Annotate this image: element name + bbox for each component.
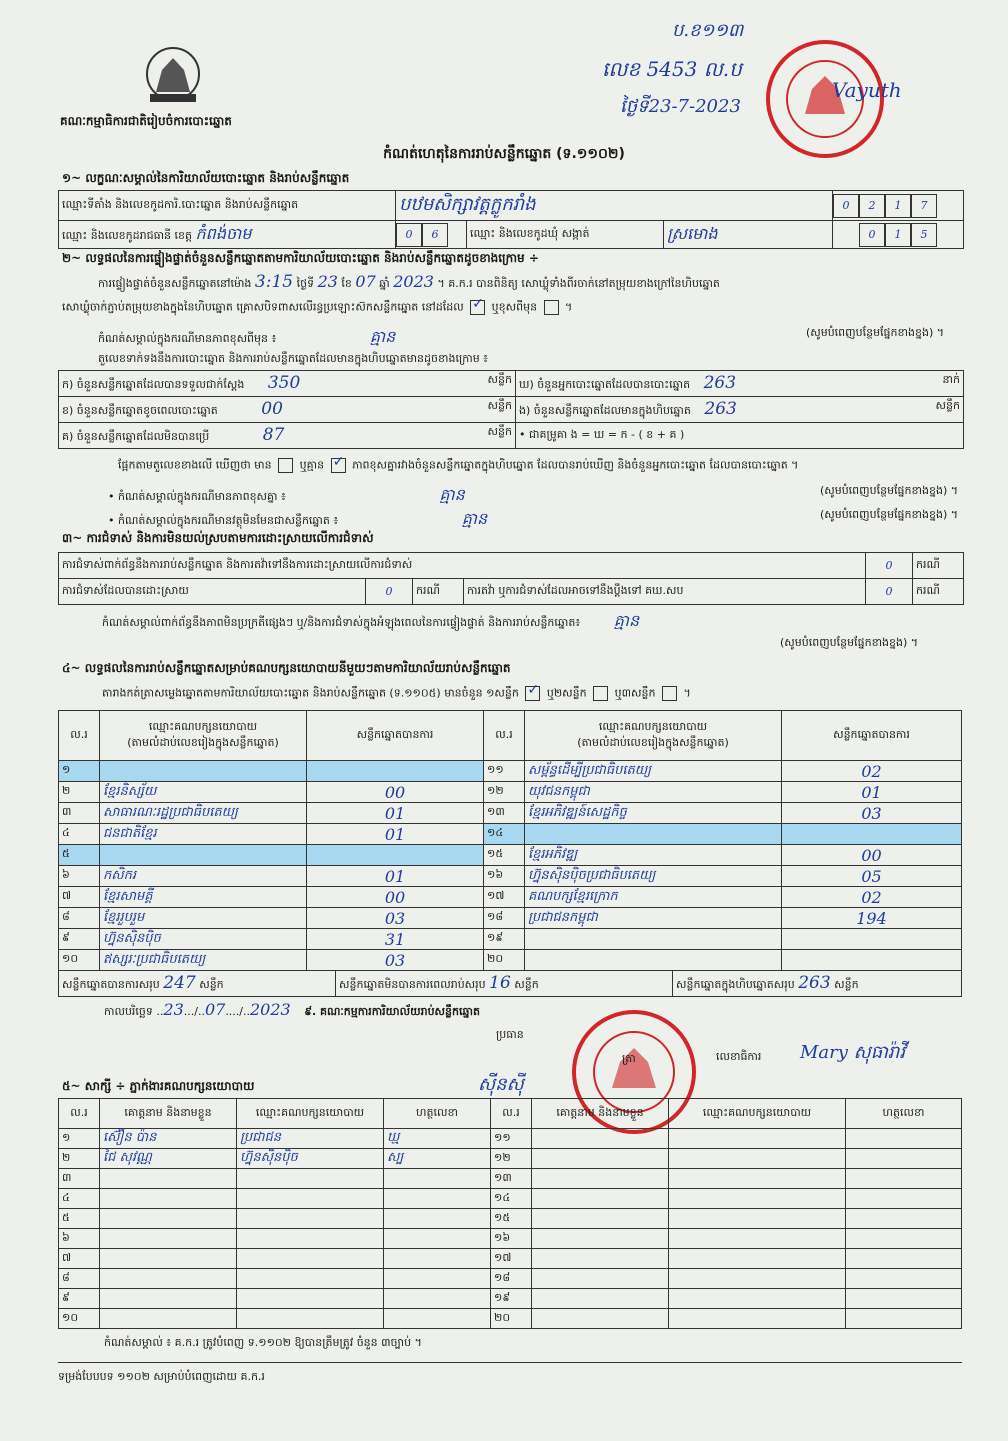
witness-name: [532, 1309, 669, 1329]
report-title: កំណត់ហេតុនៃការរាប់សន្លឹកឆ្នោត (ទ.១១០២): [383, 146, 625, 162]
results-row: [59, 908, 962, 929]
witness-table: ល.រ គោត្តនាម និងនាមខ្លួន ឈ្មោះគណបក្សនយោបាយ ហត្ថលេខា ល.រ គោត្តនាម និងនាមខ្លួន ឈ្មោះគណបក្សនយោបាយ ហត្ថលេខា ១ ស៊ឿន ប៉ាន ប្រជាជន ឃ្ម ១១ ២ ជៃ សុវណ្ណ ហ្វ៊ុនស៊ិនប៉ិច ស្ប ១២ ៣ ១៣ ៤ ១៤ ៥ ១៥ ៦ ១៦ ៧ ១៧ ៨ ១៨ ៩ ១៩ ១០ ២០: [58, 1098, 962, 1329]
witness-no: ១៨: [491, 1269, 532, 1289]
has-difference-checkbox[interactable]: [278, 458, 293, 473]
section1-table: [58, 190, 964, 249]
witness-name: [532, 1229, 669, 1249]
witness-no: ១៩: [491, 1289, 532, 1309]
party-votes: 01: [782, 782, 962, 803]
witness-party: [237, 1269, 384, 1289]
party-name: ខ្មែរនិស្ស័យ: [100, 782, 307, 803]
witness-signature: [384, 1249, 491, 1269]
party-name: ហ្វ៊ុនស៊ិនប៉ិច: [100, 929, 307, 950]
witness-signature: [846, 1209, 962, 1229]
resolved-value: 0: [366, 579, 413, 605]
received-ballots: ក) ចំនួនសន្លឹកឆ្នោតដែលបានទទួលជាក់ស្តែង 350 សន្លឹក: [59, 371, 516, 397]
witness-signature: [846, 1229, 962, 1249]
secretary-signature: Mary សុធារ៉ាវី: [800, 1042, 906, 1063]
commune-value: ស្រមោង: [664, 221, 833, 249]
results-row: [59, 845, 962, 866]
party-no: ១៥: [484, 845, 525, 866]
witness-row: [59, 1189, 962, 1209]
party-no: ១: [59, 761, 100, 782]
section5-heading: ៥~ សាក្សី ÷ ភ្នាក់ងារគណបក្សនយោបាយ: [62, 1079, 255, 1093]
resolved-label: ការជំទាស់ដែលបានដោះស្រាយ: [59, 579, 366, 605]
witness-no: ១៦: [491, 1229, 532, 1249]
witness-signature: [384, 1189, 491, 1209]
party-votes: 00: [307, 782, 484, 803]
party-no: ៧: [59, 887, 100, 908]
total-in-box: សន្លឹកឆ្នោតក្នុងហិបឆ្នោតសរុប 263 សន្លឹក: [673, 971, 962, 997]
complaints-row: ការជំទាស់ពាក់ព័ន្ធនឹងការរាប់សន្លឹកឆ្នោត និងការតវ៉ាទៅនឹងការដោះស្រាយលើការជំទាស់: [59, 553, 866, 579]
party-name: [525, 950, 782, 971]
province-code: 0 6: [396, 221, 467, 249]
unchanged-checkbox[interactable]: ✓: [470, 300, 485, 315]
witness-row: [59, 1309, 962, 1329]
party-no: ២: [59, 782, 100, 803]
witness-signature: [384, 1229, 491, 1249]
results-row: [59, 887, 962, 908]
voters-count: ឃ) ចំនួនអ្នកបោះឆ្នោតដែលបានបោះឆ្នោត 263 នាក់: [516, 371, 964, 397]
date-line: កាលបរិច្ឆេទ ..23.../..07..../..2023 ៩. គណៈកម្មការការិយាល័យរាប់សន្លឹកឆ្នោត: [104, 1000, 480, 1019]
chair-label: ប្រធាន: [496, 1028, 524, 1041]
witness-name: [532, 1249, 669, 1269]
witness-row: [59, 1229, 962, 1249]
party-votes: 31: [307, 929, 484, 950]
party-name: ជនជាតិខ្មែរ: [100, 824, 307, 845]
witness-party: [669, 1229, 846, 1249]
party-no: ១៩: [484, 929, 525, 950]
witness-row: [59, 1289, 962, 1309]
verification-time: 3:15: [254, 272, 294, 292]
witness-row: [59, 1209, 962, 1229]
witness-name: [532, 1289, 669, 1309]
party-votes: [782, 824, 962, 845]
witness-no: ១០: [59, 1309, 100, 1329]
party-votes: 02: [782, 887, 962, 908]
witness-signature: [384, 1169, 491, 1189]
party-no: ១០: [59, 950, 100, 971]
party-no: ៥: [59, 845, 100, 866]
witness-party: [669, 1269, 846, 1289]
location-value: បឋមសិក្សាវត្តក្លូករាំង: [396, 191, 833, 221]
unused-ballots: គ) ចំនួនសន្លឹកឆ្នោតដែលមិនបានប្រើ 87 សន្លឹក: [59, 423, 516, 449]
witness-signature: [846, 1189, 962, 1209]
witness-no: ៥: [59, 1209, 100, 1229]
party-no: ១៤: [484, 824, 525, 845]
witness-name: ជៃ សុវណ្ណ: [100, 1149, 237, 1169]
party-name: កសិករ: [100, 866, 307, 887]
witness-name: [100, 1269, 237, 1289]
total-invalid: សន្លឹកឆ្នោតមិនបានការពេលរាប់សរុប 16 សន្លឹក: [336, 971, 673, 997]
figures-intro: តួលេខទាក់ទងនឹងការបោះឆ្នោត និងការរាប់សន្លឹកឆ្នោតដែលមានក្នុងហិបឆ្នោតមានដូចខាងក្រោម ៖: [98, 352, 489, 365]
witness-no: ១២: [491, 1149, 532, 1169]
witness-name: [532, 1189, 669, 1209]
party-votes: 03: [782, 803, 962, 824]
party-no: ១៦: [484, 866, 525, 887]
witness-signature: [846, 1269, 962, 1289]
witness-name: [532, 1149, 669, 1169]
witness-no: ១: [59, 1129, 100, 1149]
results-row: [59, 866, 962, 887]
section2-heading: ២~ លទ្ធផលនៃការផ្ទៀងផ្ទាត់ចំនួនសន្លឹកឆ្នោតតាមការិយាល័យបោះឆ្នោត និងរាប់សន្លឹកឆ្នោតដូចខាងក្រោម ÷: [62, 251, 539, 265]
spoiled-ballots: ខ) ចំនួនសន្លឹកឆ្នោតខូចពេលបោះឆ្នោត 00 សន្លឹក: [59, 397, 516, 423]
witness-no: ១៣: [491, 1169, 532, 1189]
witness-party: [237, 1289, 384, 1309]
party-votes: 02: [782, 761, 962, 782]
party-name: គណបក្សខ្មែរក្រោក: [525, 887, 782, 908]
witness-no: ២០: [491, 1309, 532, 1329]
secretary-label: លេខាធិការ: [716, 1050, 762, 1063]
party-votes: 03: [307, 950, 484, 971]
party-no: ៦: [59, 866, 100, 887]
irregularity-note: កំណត់សម្គាល់ពាក់ព័ន្ធនឹងភាពមិនប្រក្រតីផ្សេងៗ ឬ/និងការជំទាស់ក្នុងអំឡុងពេលនៃការផ្ទៀងផ្ទាត់ និងការរាប់សន្លឹកឆ្នោត៖ គ្មាន: [102, 611, 640, 630]
party-no: ៤: [59, 824, 100, 845]
party-votes: [307, 845, 484, 866]
witness-signature: [384, 1289, 491, 1309]
party-votes: [782, 950, 962, 971]
party-name: [525, 929, 782, 950]
seal-status-line: សោឃ្លុំចាក់ភ្ជាប់តម្រុយខាងក្នុងនៃហិបឆ្នោត គ្រោសបិទពាសលើរន្ធប្រឡោះស៊កសន្លឹកឆ្នោត នៅដដែល ✓ ឬខុសពីមុន ។: [62, 296, 573, 314]
witness-no: ២: [59, 1149, 100, 1169]
party-no: ១៧: [484, 887, 525, 908]
commune-code: 0 1 5: [833, 221, 964, 249]
witness-no: ៧: [59, 1249, 100, 1269]
seal-label: ត្រា: [622, 1052, 636, 1065]
party-no: ១១: [484, 761, 525, 782]
witness-party: [237, 1249, 384, 1269]
witness-name: [532, 1209, 669, 1229]
party-results-table: ល.រ ឈ្មោះគណបក្សនយោបាយ (តាមលំដាប់លេខរៀងក្នុងសន្លឹកឆ្នោត) សន្លឹកឆ្នោតបានការ ល.រ ឈ្មោះគណបក្សនយោបាយ (តាមលំដាប់លេខរៀងក្នុងសន្លឹកឆ្នោត) សន្លឹកឆ្នោតបានការ ១ ១១ សម្ព័ន្ធដើម្បីប្រជាធិបតេយ្យ 02 ២ ខ្មែរនិស្ស័យ 00 ១២ យុវជនកម្ពុជា 01 ៣ សាធារណៈរដ្ឋប្រជាធិបតេយ្យ 01 ១៣ ខ្មែរអភិវឌ្ឍន៍សេដ្ឋកិច្ច 03 ៤ ជនជាតិខ្មែរ 01 ១៤ ៥ ១៥ ខ្មែរអភិវឌ្ឍ 00 ៦ កសិករ 01 ១៦ ហ្វ៊ុនស៊ិនប៉ិចប្រជាធិបតេយ្យ 05 ៧ ខ្មែរសាមគ្គី 00 ១៧ គណបក្សខ្មែរក្រោក 02 ៨ ខ្មែររួបរួម 03 ១៨ ប្រជាជនកម្ពុជា 194 ៩ ហ្វ៊ុនស៊ិនប៉ិច 31 ១៩ ១០ ឥស្សរៈប្រជាធិបតេយ្យ 03 ២០: [58, 710, 962, 971]
witness-row: [59, 1149, 962, 1169]
appeal-value: 0: [866, 579, 913, 605]
witness-signature: [384, 1209, 491, 1229]
party-name: [525, 824, 782, 845]
chair-signature: ស៊ីនស៊ី: [478, 1074, 524, 1095]
form-note: ទម្រង់បែបបទ ១១០២ សម្រាប់បំពេញដោយ គ.ក.រ: [58, 1370, 265, 1383]
witness-no: ៤: [59, 1189, 100, 1209]
witness-signature: [846, 1249, 962, 1269]
witness-name: ស៊ឿន ប៉ាន: [100, 1129, 237, 1149]
province-label: ឈ្មោះ និងលេខកូដរាជធានី ខេត្ត កំពង់ចាម: [59, 221, 396, 249]
party-votes: 00: [307, 887, 484, 908]
ballot-figures-table: [58, 370, 964, 449]
party-name: [100, 845, 307, 866]
results-row: [59, 824, 962, 845]
no-difference-checkbox[interactable]: ✓: [331, 458, 346, 473]
witness-party: [669, 1189, 846, 1209]
party-name: ខ្មែររួបរួម: [100, 908, 307, 929]
party-name: ខ្មែរអភិវឌ្ឍ: [525, 845, 782, 866]
party-name: ឥស្សរៈប្រជាធិបតេយ្យ: [100, 950, 307, 971]
witness-no: ៩: [59, 1289, 100, 1309]
witness-signature: [846, 1169, 962, 1189]
party-no: ៨: [59, 908, 100, 929]
divider: [58, 1362, 962, 1363]
party-name: ប្រជាជនកម្ពុជា: [525, 908, 782, 929]
witness-row: [59, 1249, 962, 1269]
witness-name: [100, 1289, 237, 1309]
witness-signature: ស្ប: [384, 1149, 491, 1169]
witness-party: [669, 1249, 846, 1269]
party-no: ២០: [484, 950, 525, 971]
witness-signature: [846, 1129, 962, 1149]
org-name: គណៈកម្មាធិការជាតិរៀបចំការបោះឆ្នោត: [60, 114, 232, 128]
witness-name: [100, 1209, 237, 1229]
witness-party: [669, 1169, 846, 1189]
witness-signature: [846, 1289, 962, 1309]
ballots-in-box: ង) ចំនួនសន្លឹកឆ្នោតដែលមានក្នុងហិបឆ្នោត 263 សន្លឹក: [516, 397, 964, 423]
party-no: ៣: [59, 803, 100, 824]
totals-table: [58, 970, 962, 997]
complaints-value: 0: [866, 553, 913, 579]
results-row: [59, 782, 962, 803]
results-row: [59, 803, 962, 824]
three-sheets-checkbox[interactable]: [662, 686, 677, 701]
party-name: ហ្វ៊ុនស៊ិនប៉ិចប្រជាធិបតេយ្យ: [525, 866, 782, 887]
party-votes: 03: [307, 908, 484, 929]
nec-logo: [138, 44, 208, 110]
party-no: ១៨: [484, 908, 525, 929]
witness-party: [669, 1129, 846, 1149]
appeal-label: ការតវ៉ា ឬការជំទាស់ដែលអាចទៅនឹងប្តឹងទៅ គឃ.សប: [464, 579, 866, 605]
party-votes: 01: [307, 824, 484, 845]
witness-party: [237, 1309, 384, 1329]
witness-name: [532, 1169, 669, 1189]
difference-note: • កំណត់សម្គាល់ក្នុងករណីមានភាពខុសគ្នា ៖ គ្មាន (សូមបំពេញបន្ថែមផ្នែកខាងខ្នង) ។: [108, 484, 958, 504]
party-votes: 01: [307, 803, 484, 824]
witness-party: [669, 1209, 846, 1229]
location-code: 0 2 1 7: [833, 191, 964, 221]
footnote: កំណត់សម្គាល់ ៖ គ.ក.រ ត្រូវបំពេញ ទ.១១០២ ឱ្យបានត្រឹមត្រូវ ចំនួន ៣ច្បាប់ ។: [104, 1336, 422, 1349]
party-votes: 05: [782, 866, 962, 887]
witness-signature: [846, 1309, 962, 1329]
witness-party: ប្រជាជន: [237, 1129, 384, 1149]
witness-name: [100, 1309, 237, 1329]
witness-signature: [384, 1309, 491, 1329]
section4-heading: ៤~ លទ្ធផលនៃការរាប់សន្លឹកឆ្នោតសម្រាប់គណបក្សនយោបាយនីមួយៗតាមការិយាល័យរាប់សន្លឹកឆ្នោត: [62, 661, 511, 675]
party-name: សាធារណៈរដ្ឋប្រជាធិបតេយ្យ: [100, 803, 307, 824]
party-votes: 00: [782, 845, 962, 866]
witness-party: [237, 1229, 384, 1249]
witness-party: [669, 1289, 846, 1309]
changed-checkbox[interactable]: [544, 300, 559, 315]
sheets-line: តារាងកត់ត្រាសម្លេងឆ្នោតតាមការិយាល័យបោះឆ្នោត និងរាប់សន្លឹកឆ្នោត (ទ.១១០៥) មានចំនួន ១សន្លឹក ✓ ឬ២សន្លឹក ឬ៣សន្លឹក ។: [102, 682, 691, 700]
witness-name: [100, 1229, 237, 1249]
results-row: [59, 950, 962, 971]
witness-party: [237, 1189, 384, 1209]
witness-row: [59, 1269, 962, 1289]
party-name: ខ្មែរអភិវឌ្ឍន៍សេដ្ឋកិច្ច: [525, 803, 782, 824]
witness-party: [669, 1149, 846, 1169]
commune-label: ឈ្មោះ និងលេខកូដឃុំ សង្កាត់: [467, 221, 664, 249]
complaints-table: ការជំទាស់ពាក់ព័ន្ធនឹងការរាប់សន្លឹកឆ្នោត និងការតវ៉ាទៅនឹងការដោះស្រាយលើការជំទាស់ 0 ករណី ការជំទាស់ដែលបានដោះស្រាយ 0 ករណី ការតវ៉ា ឬការជំទាស់ដែលអាចទៅនឹងប្តឹងទៅ គឃ.សប 0 ករណី: [58, 552, 964, 605]
witness-no: ៨: [59, 1269, 100, 1289]
irregularity-fill-note: (សូមបំពេញបន្ថែមផ្នែកខាងខ្នង) ។: [780, 636, 919, 649]
party-no: ៩: [59, 929, 100, 950]
results-row: [59, 761, 962, 782]
received-note-1: ប.ខ១១៣: [672, 20, 744, 41]
party-name: យុវជនកម្ពុជា: [525, 782, 782, 803]
witness-no: ៦: [59, 1229, 100, 1249]
province-value: កំពង់ចាម: [195, 223, 252, 243]
difference-line: ផ្អែកតាមតួលេខខាងលើ ឃើញថា មាន ឬគ្មាន ✓ ភាពខុសគ្នារវាងចំនួនសន្លឹកឆ្នោតក្នុងហិបឆ្នោត ដែលបានរាប់ឃើញ និងចំនួនអ្នកបោះឆ្នោត ដែលបានបោះឆ្នោត ។: [118, 454, 799, 472]
witness-no: ១៧: [491, 1249, 532, 1269]
foreign-object-note: • កំណត់សម្គាល់ក្នុងករណីមានវត្ថុមិនមែនជាសន្លឹកឆ្នោត ៖ គ្មាន (សូមបំពេញបន្ថែមផ្នែកខាងខ្នង) ។: [108, 508, 958, 528]
witness-name: [532, 1269, 669, 1289]
change-note-line: កំណត់សម្គាល់ក្នុងករណីមានភាពខុសពីមុន ៖ គ្មាន (សូមបំពេញបន្ថែមផ្នែកខាងខ្នង) ។: [98, 326, 944, 346]
total-valid: សន្លឹកឆ្នោតបានការសរុប 247 សន្លឹក: [59, 971, 336, 997]
received-note-2: លេខ 5453 ល.ប: [602, 57, 742, 81]
formula: • ជាគម្រូគា ង = ឃ = ក - ( ខ + គ ): [516, 423, 964, 449]
witness-name: [100, 1249, 237, 1269]
witness-party: [237, 1169, 384, 1189]
party-votes: [782, 929, 962, 950]
party-votes: 194: [782, 908, 962, 929]
party-votes: [307, 761, 484, 782]
witness-no: ៣: [59, 1169, 100, 1189]
witness-party: [237, 1209, 384, 1229]
two-sheets-checkbox[interactable]: [593, 686, 608, 701]
witness-party: [669, 1309, 846, 1329]
witness-no: ១៥: [491, 1209, 532, 1229]
one-sheet-checkbox[interactable]: ✓: [525, 686, 540, 701]
party-name: សម្ព័ន្ធដើម្បីប្រជាធិបតេយ្យ: [525, 761, 782, 782]
verification-line: ការផ្ទៀងផ្ទាត់ចំនួនសន្លឹកឆ្នោតនៅម៉ោង 3:15 ថ្ងៃទី 23 ខែ 07 ឆ្នាំ 2023 ។ គ.ក.រ បានពិនិត្យ សោឃ្លុំទាំងពីរចាក់នៅតម្រុយខាងក្រៅនៃហិបឆ្នោត: [98, 272, 720, 292]
witness-party: ហ្វ៊ុនស៊ិនប៉ិច: [237, 1149, 384, 1169]
witness-row: [59, 1129, 962, 1149]
stamp-signature: Vayuth: [832, 78, 902, 102]
party-name: ខ្មែរសាមគ្គី: [100, 887, 307, 908]
party-no: ១២: [484, 782, 525, 803]
witness-signature: [384, 1269, 491, 1289]
witness-name: [100, 1189, 237, 1209]
witness-no: ១១: [491, 1129, 532, 1149]
section1-heading: ១~ លក្ខណៈសម្គាល់នៃការិយាល័យបោះឆ្នោត និងរាប់សន្លឹកឆ្នោត: [62, 171, 350, 185]
party-no: ១៣: [484, 803, 525, 824]
witness-name: [532, 1129, 669, 1149]
witness-name: [100, 1169, 237, 1189]
witness-signature: [846, 1149, 962, 1169]
received-note-3: ថ្ងៃទី23-7-2023: [620, 96, 741, 117]
section3-heading: ៣~ ការជំទាស់ និងការមិនយល់ស្របតាមការដោះស្រាយលើការជំទាស់: [62, 531, 374, 545]
witness-no: ១៤: [491, 1189, 532, 1209]
witness-row: [59, 1169, 962, 1189]
location-label: ឈ្មោះទីតាំង និងលេខកូដការិ.បោះឆ្នោត និងរាប់សន្លឹកឆ្នោត: [59, 191, 396, 221]
party-votes: 01: [307, 866, 484, 887]
party-name: [100, 761, 307, 782]
results-row: [59, 929, 962, 950]
witness-signature: ឃ្ម: [384, 1129, 491, 1149]
